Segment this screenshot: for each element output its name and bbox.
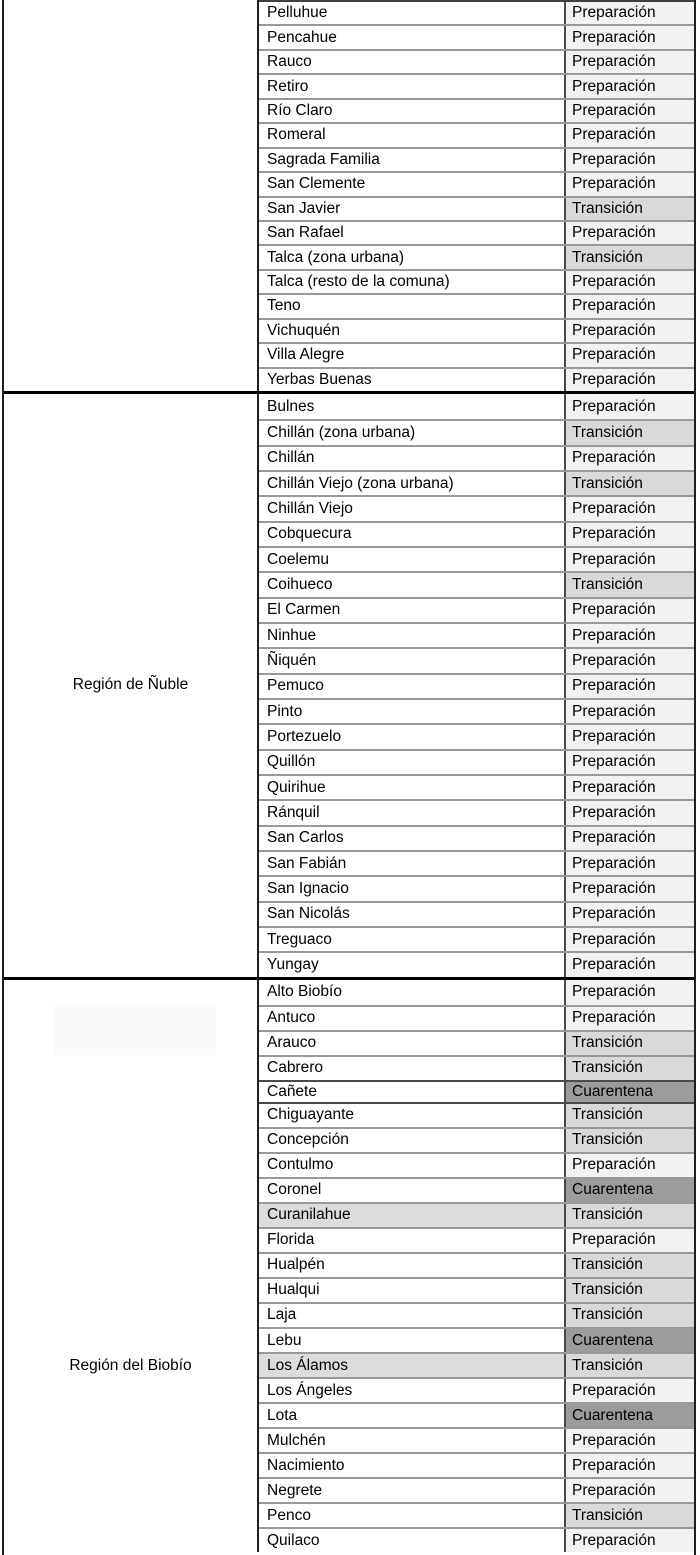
table-row [259,901,694,926]
commune-cell: Lota [259,1404,564,1427]
table-row [259,622,694,647]
table-row [259,647,694,672]
commune-cell: Hualpén [259,1254,564,1277]
commune-cell: El Carmen [259,599,564,622]
table-row [259,122,694,146]
status-cell: Transición [564,1254,694,1277]
commune-cell: Concepción [259,1129,564,1152]
commune-cell: Ninhue [259,624,564,647]
table-row [259,1177,694,1202]
commune-cell: Retiro [259,75,564,97]
status-cell: Transición [564,1279,694,1302]
status-cell: Preparación [564,344,694,366]
table-row [259,1352,694,1377]
table-row [259,293,694,317]
commune-cell: Yungay [259,953,564,976]
commune-cell: Talca (resto de la comuna) [259,271,564,293]
table-row [259,24,694,48]
table-row [259,799,694,824]
commune-cell: Contulmo [259,1154,564,1177]
status-cell: Cuarentena [564,1329,694,1352]
status-cell: Preparación [564,394,694,419]
commune-cell: Vichuquén [259,320,564,342]
table-row [259,1427,694,1452]
commune-cell: Chillán Viejo [259,497,564,520]
table-row [259,774,694,799]
commune-cell: Lebu [259,1329,564,1352]
table-row [259,749,694,774]
status-cell: Transición [564,1354,694,1377]
status-cell: Preparación [564,51,694,73]
commune-cell: Treguaco [259,928,564,951]
table-row [259,698,694,723]
status-cell: Preparación [564,100,694,122]
table-row [259,1302,694,1327]
status-cell: Preparación [564,624,694,647]
commune-cell: Quirihue [259,776,564,799]
commune-cell: Coronel [259,1179,564,1202]
status-cell: Preparación [564,599,694,622]
status-cell: Transición [564,1304,694,1327]
commune-cell: Teno [259,295,564,317]
table-row [259,1252,694,1277]
status-cell: Preparación [564,1479,694,1502]
commune-cell: Sagrada Familia [259,149,564,171]
table-row [259,1477,694,1502]
commune-cell: Mulchén [259,1429,564,1452]
table-row [259,546,694,571]
commune-cell: Yerbas Buenas [259,369,564,391]
table-row [259,951,694,976]
table-row [259,269,694,293]
table-row [259,1152,694,1177]
region-label: Región de Ñuble [72,676,189,694]
status-cell: Transición [564,1057,694,1080]
covid-phase-table [2,0,696,1555]
status-cell: Preparación [564,173,694,195]
status-cell: Preparación [564,980,694,1005]
status-cell: Preparación [564,852,694,875]
table-row [259,73,694,97]
table-row [259,1202,694,1227]
commune-cell: Coelemu [259,548,564,571]
status-cell: Transición [564,198,694,220]
commune-cell: Pelluhue [259,2,564,24]
table-row [259,1005,694,1030]
status-cell: Preparación [564,1229,694,1252]
status-cell: Preparación [564,776,694,799]
commune-cell: Los Álamos [259,1354,564,1377]
commune-cell: San Nicolás [259,903,564,926]
status-cell: Preparación [564,548,694,571]
table-row [259,1452,694,1477]
commune-cell: Romeral [259,124,564,146]
status-cell: Preparación [564,523,694,546]
commune-cell: San Rafael [259,222,564,244]
status-cell: Preparación [564,953,694,976]
table-row [259,367,694,391]
table-row [259,1102,694,1127]
status-cell: Preparación [564,320,694,342]
commune-cell: Chiguayante [259,1104,564,1127]
status-cell: Preparación [564,2,694,24]
commune-cell: Cobquecura [259,523,564,546]
status-cell: Preparación [564,1529,694,1552]
commune-cell: Los Ángeles [259,1379,564,1402]
status-cell: Preparación [564,1454,694,1477]
table-row [259,1527,694,1552]
commune-cell: Pemuco [259,675,564,698]
status-cell: Preparación [564,649,694,672]
table-row [259,1377,694,1402]
table-row [259,342,694,366]
table-row [259,1502,694,1527]
table-row [259,445,694,470]
table-row [259,1227,694,1252]
status-cell: Cuarentena [564,1179,694,1202]
status-cell: Transición [564,472,694,495]
region-section [4,977,694,1553]
table-row [259,244,694,268]
table-row [259,1080,694,1102]
table-row [259,470,694,495]
table-row [259,49,694,73]
table-row [259,597,694,622]
table-row [259,926,694,951]
status-cell: Preparación [564,369,694,391]
commune-rows [259,0,694,391]
table-row [259,1055,694,1080]
faded-artifact [54,1005,216,1055]
commune-cell: San Javier [259,198,564,220]
table-row [259,147,694,171]
commune-cell: Río Claro [259,100,564,122]
commune-cell: Chillán Viejo (zona urbana) [259,472,564,495]
status-cell: Transición [564,1204,694,1227]
commune-cell: Antuco [259,1007,564,1030]
status-cell: Preparación [564,877,694,900]
status-cell: Preparación [564,124,694,146]
commune-cell: Ránquil [259,801,564,824]
region-cell [4,980,259,1553]
status-cell: Preparación [564,725,694,748]
status-cell: Preparación [564,26,694,48]
table-row [259,521,694,546]
region-label: Región del Biobío [69,1356,192,1374]
status-cell: Preparación [564,751,694,774]
table-row [259,875,694,900]
commune-cell: Quillón [259,751,564,774]
status-cell: Transición [564,1129,694,1152]
region-section [4,391,694,977]
table-row [259,723,694,748]
commune-cell: Chillán (zona urbana) [259,421,564,444]
commune-cell: Rauco [259,51,564,73]
commune-cell: Pencahue [259,26,564,48]
commune-cell: Quilaco [259,1529,564,1552]
status-cell: Preparación [564,222,694,244]
status-cell: Preparación [564,295,694,317]
commune-cell: Curanilahue [259,1204,564,1227]
commune-cell: Laja [259,1304,564,1327]
status-cell: Preparación [564,801,694,824]
table-row [259,0,694,24]
status-cell: Preparación [564,675,694,698]
status-cell: Transición [564,421,694,444]
status-cell: Cuarentena [564,1404,694,1427]
status-cell: Transición [564,246,694,268]
commune-cell: Pinto [259,700,564,723]
status-cell: Preparación [564,928,694,951]
commune-cell: Hualqui [259,1279,564,1302]
table-row [259,394,694,419]
commune-cell: San Carlos [259,827,564,850]
status-cell: Transición [564,1032,694,1055]
status-cell: Preparación [564,903,694,926]
table-row [259,171,694,195]
commune-cell: San Ignacio [259,877,564,900]
commune-cell: Florida [259,1229,564,1252]
commune-cell: Chillán [259,447,564,470]
table-row [259,419,694,444]
commune-rows [259,980,694,1553]
region-cell [4,394,259,977]
status-cell: Preparación [564,827,694,850]
status-cell: Preparación [564,149,694,171]
status-cell: Preparación [564,75,694,97]
status-cell: Preparación [564,1154,694,1177]
region-cell [4,0,259,391]
commune-cell: Arauco [259,1032,564,1055]
commune-cell: Portezuelo [259,725,564,748]
table-row [259,1030,694,1055]
table-row [259,495,694,520]
commune-cell: Penco [259,1504,564,1527]
table-row [259,1277,694,1302]
table-row [259,196,694,220]
status-cell: Transición [564,1504,694,1527]
table-row [259,980,694,1005]
status-cell: Preparación [564,447,694,470]
table-row [259,825,694,850]
status-cell: Preparación [564,1379,694,1402]
table-row [259,1402,694,1427]
status-cell: Preparación [564,1007,694,1030]
commune-cell: Talca (zona urbana) [259,246,564,268]
table-row [259,850,694,875]
status-cell: Preparación [564,497,694,520]
table-row [259,318,694,342]
commune-cell: Coihueco [259,573,564,596]
region-section [4,0,694,391]
status-cell: Preparación [564,271,694,293]
table-row [259,1327,694,1352]
status-cell: Cuarentena [564,1082,694,1102]
status-cell: Transición [564,573,694,596]
commune-cell: Cañete [259,1082,564,1102]
table-row [259,673,694,698]
status-cell: Preparación [564,1429,694,1452]
commune-cell: Ñiquén [259,649,564,672]
commune-cell: San Clemente [259,173,564,195]
status-cell: Preparación [564,700,694,723]
table-row [259,1127,694,1152]
table-row [259,220,694,244]
commune-cell: Negrete [259,1479,564,1502]
commune-cell: Alto Biobío [259,980,564,1005]
commune-cell: Villa Alegre [259,344,564,366]
table-row [259,571,694,596]
commune-cell: Cabrero [259,1057,564,1080]
commune-cell: San Fabián [259,852,564,875]
commune-cell: Nacimiento [259,1454,564,1477]
commune-cell: Bulnes [259,394,564,419]
status-cell: Transición [564,1104,694,1127]
table-row [259,98,694,122]
commune-rows [259,394,694,977]
